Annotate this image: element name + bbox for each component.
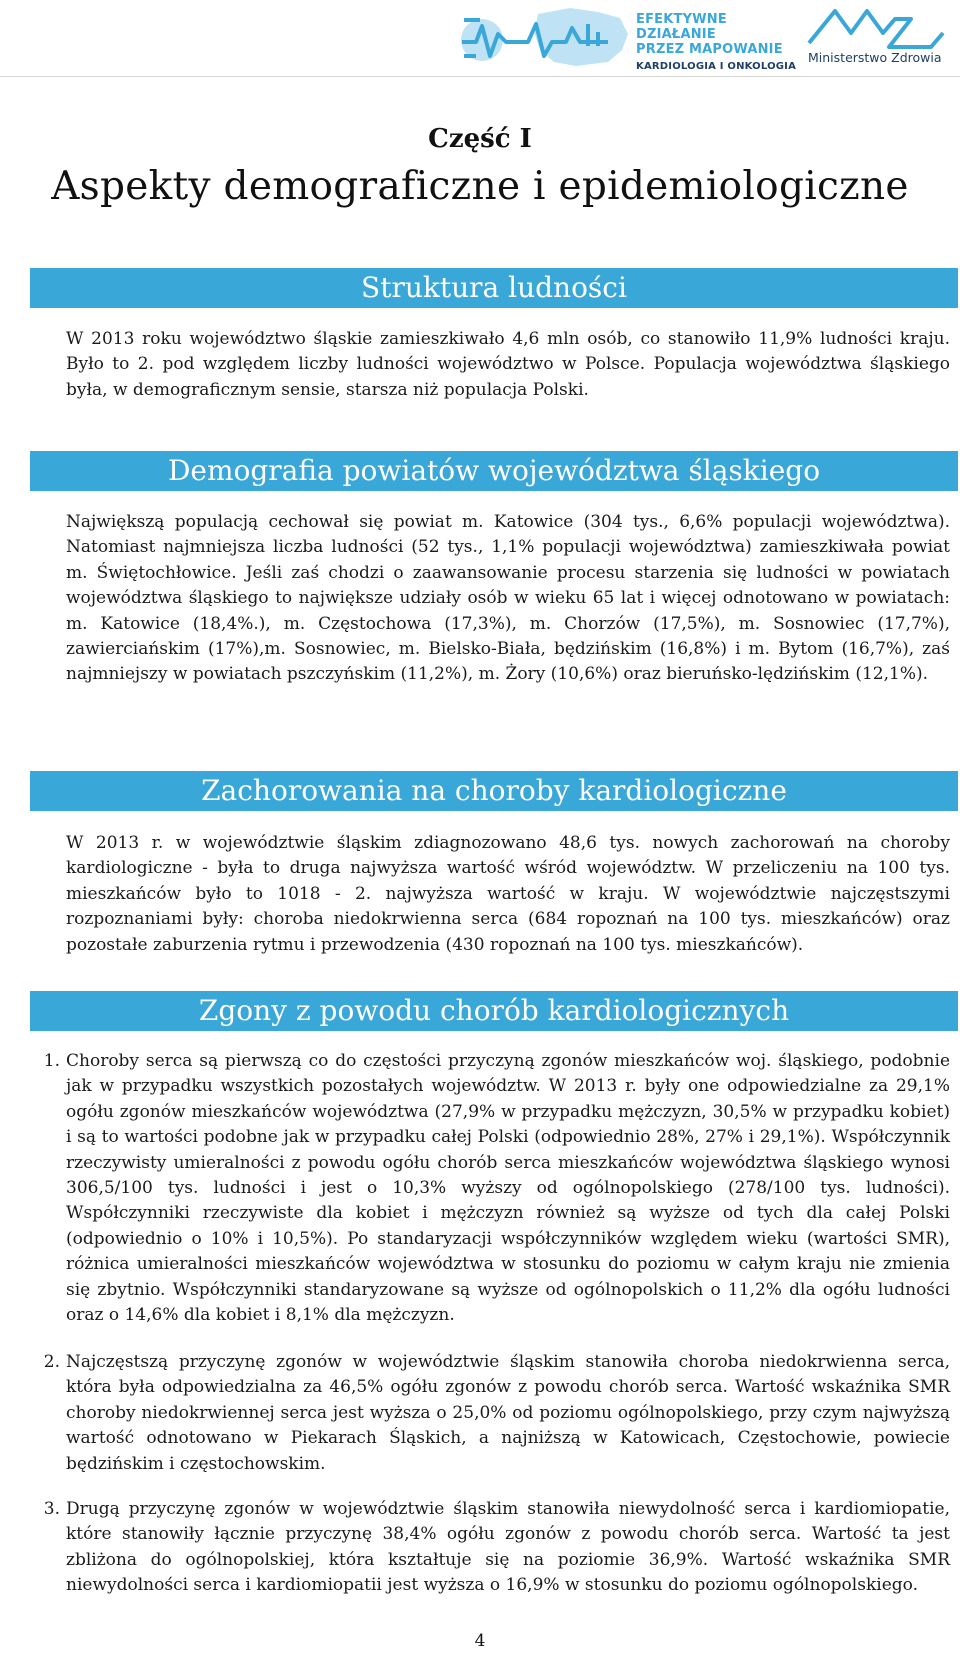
page-number: 4 — [474, 1631, 486, 1651]
list-item-number: 2. — [43, 1352, 60, 1372]
section-heading-cardiology-deaths: Zgony z powodu chorób kardiologicznych — [30, 991, 958, 1031]
logo-line-1: EFEKTYWNE DZIAŁANIE — [636, 12, 727, 42]
list-item-text: Choroby serca są pierwszą co do częstości przyczyną zgonów mieszkańców woj. śląskiego, podobnie jak w przypadku wszystkich pozostałych województw. W 2013 r. były one odpowiedzialne za 29,1% ogółu zgonów mieszkańców województwa (27,9% w przypadku mężczyzn, 30,5% w przypadku kobiet) i są to wartości podobne jak w przypadku całej Polski (odpowiednio 28%, 27% i 29,1%). Współczynnik rzeczywisty umieralności z powodu ogółu chorób serca mieszkańców województwa śląskiego wynosi 306,5/100 tys. ludności i jest o 10,3% wyższy od ogólnopolskiego (278/100 tys. ludności). Współczynniki rzeczywiste dla kobiet i mężczyzn również są wyższe od tych dla całej Polski (odpowiednio o 10% i 10,5%). Po standaryzacji współczynników względem wieku (wartości SMR), różnica umieralności mieszkańców województwa w stosunku do poziomu w całym kraju nie zmienia się zbytnio. Współczynniki standaryzowane są wyższe od ogólnopolskich o 11,2% dla ogółu ludności oraz o 14,6% dla kobiet i 8,1% dla mężczyzn. — [66, 1051, 950, 1326]
section-heading-population-structure: Struktura ludności — [30, 268, 958, 308]
logo-line-2: PRZEZ MAPOWANIE — [636, 42, 783, 57]
mapping-project-logo-text — [636, 12, 806, 74]
page-header — [0, 0, 960, 77]
ministry-of-health-logo-text: Ministerstwo Zdrowia — [808, 50, 942, 65]
page-title: Aspekty demograficzne i epidemiologiczne — [51, 164, 909, 209]
section-heading-cardiology-incidence: Zachorowania na choroby kardiologiczne — [30, 771, 958, 811]
logo-line-3: KARDIOLOGIA I ONKOLOGIA — [636, 61, 797, 72]
list-item-number: 3. — [43, 1499, 60, 1519]
part-label: Część I — [428, 124, 532, 154]
list-item — [43, 1497, 950, 1599]
list-item-text: Drugą przyczynę zgonów w województwie śląskim stanowiła niewydolność serca i kardiomiopatie, które stanowiły łącznie przyczynę 38,4% ogółu zgonów z powodu chorób serca. Wartość ta jest zbliżona do ogólnopolskiej, która kształtuje się na poziomie 36,9%. Wartość wskaźnika SMR niewydolności serca i kardiomiopatii jest wyższa o 16,9% w stosunku do poziomu ogólnopolskiego. — [66, 1499, 950, 1596]
list-item — [43, 1049, 950, 1328]
list-item-number: 1. — [43, 1051, 60, 1071]
list-item-text: Najczęstszą przyczynę zgonów w województwie śląskim stanowiła choroba niedokrwienna serca, która była odpowiedzialna za 46,5% ogółu zgonów z powodu chorób serca. Wartość wskaźnika SMR choroby niedokrwiennej serca jest wyższa o 25,0% od poziomu ogólnopolskiego, przy czym najwyższą wartość odnotowano w Piekarach Śląskich, a najniższą w Katowicach, Częstochowie, powiecie będzińskim i częstochowskim. — [66, 1352, 950, 1474]
section-paragraph-cardiology-incidence: W 2013 r. w województwie śląskim zdiagnozowano 48,6 tys. nowych zachorowań na choroby kardiologiczne - była to druga najwyższa wartość wśród województw. W przeliczeniu na 100 tys. mieszkańców było to 1018 - 2. najwyższa wartość w kraju. W województwie najczęstszymi rozpoznaniami były: choroba niedokrwienna serca (684 ropoznań na 100 tys. mieszkańców) oraz pozostałe zaburzenia rytmu i przewodzenia (430 ropoznań na 100 tys. mieszkańców). — [66, 833, 950, 955]
section-paragraph-population-structure: W 2013 roku województwo śląskie zamieszkiwało 4,6 mln osób, co stanowiło 11,9% ludności kraju. Było to 2. pod względem liczby ludności województwo w Polsce. Populacja województwa śląskiego była, w demograficznym sensie, starsza niż populacja Polski. — [66, 329, 950, 400]
section-paragraph-county-demography: Największą populacją cechował się powiat m. Katowice (304 tys., 6,6% populacji województwa). Natomiast najmniejsza liczba ludności (52 tys., 1,1% populacji województwa) zamieszkiwała powiat m. Świętochłowice. Jeśli zaś chodzi o zaawansowanie procesu starzenia się ludności w powiatach województwa śląskiego to największe udziały osób w wieku 65 lat i więcej odnotowano w powiatach: m. Katowice (18,4%.), m. Częstochowa (17,3%), m. Chorzów (17,5%), m. Sosnowiec (17,7%), zawierciańskim (17%),m. Sosnowiec, m. Bielsko-Biała, będzińskim (16,8%) i m. Bytom (16,7%), zaś najmniejszy w powiatach pszczyńskim (11,2%), m. Żory (10,6%) oraz bieruńsko-lędzińskim (12,1%). — [66, 512, 950, 685]
ministry-of-health-logo-icon — [805, 3, 947, 51]
list-item — [43, 1350, 950, 1477]
section-heading-county-demography: Demografia powiatów województwa śląskiego — [30, 451, 958, 491]
